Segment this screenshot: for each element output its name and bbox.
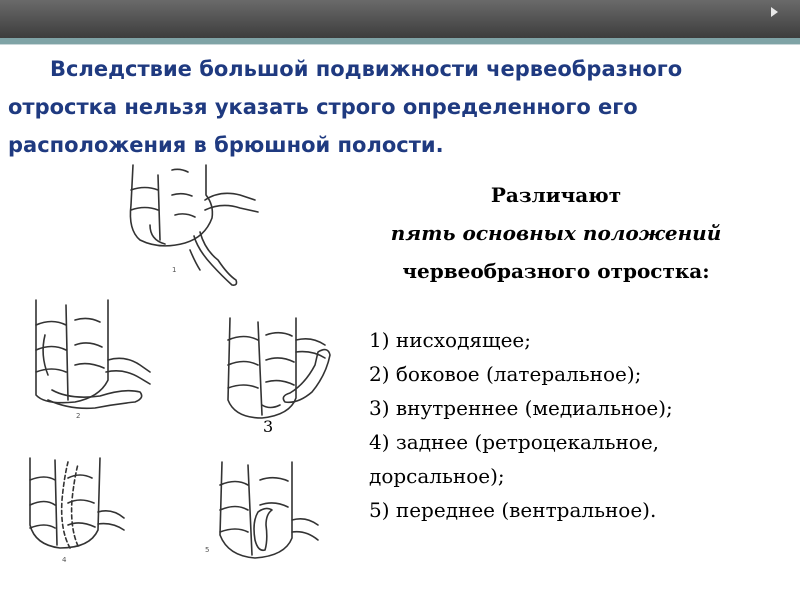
list-item: 3) внутреннее (медиальное); <box>369 396 673 420</box>
svg-text:2: 2 <box>76 412 81 420</box>
illustration-2 <box>36 300 150 408</box>
positions-list <box>369 323 789 527</box>
list-item: 2) боковое (латеральное); <box>369 362 642 386</box>
illustration-5 <box>220 462 318 558</box>
heading-line-1: Различают <box>490 183 622 207</box>
list-item: 5) переднее (вентральное). <box>369 498 657 522</box>
list-item: 1) нисходящее; <box>369 328 532 352</box>
svg-text:1: 1 <box>172 266 177 274</box>
positions-heading <box>356 176 756 290</box>
heading-line-3: червеобразного отростка: <box>402 259 710 283</box>
illustration-3 <box>228 318 330 418</box>
slide-intro-text: Вследствие большой подвижности червеобразного отростка нельзя указать строго определенного его расположения в брюшной полости. <box>8 57 683 157</box>
illustration-4 <box>30 458 124 548</box>
list-item: 4) заднее (ретроцекальное, дорсальное); <box>369 430 660 488</box>
svg-text:3: 3 <box>263 417 274 436</box>
svg-text:4: 4 <box>62 556 67 564</box>
heading-line-2: пять основных положений <box>390 221 722 245</box>
illustration-1 <box>130 165 258 285</box>
svg-text:5: 5 <box>205 546 210 554</box>
